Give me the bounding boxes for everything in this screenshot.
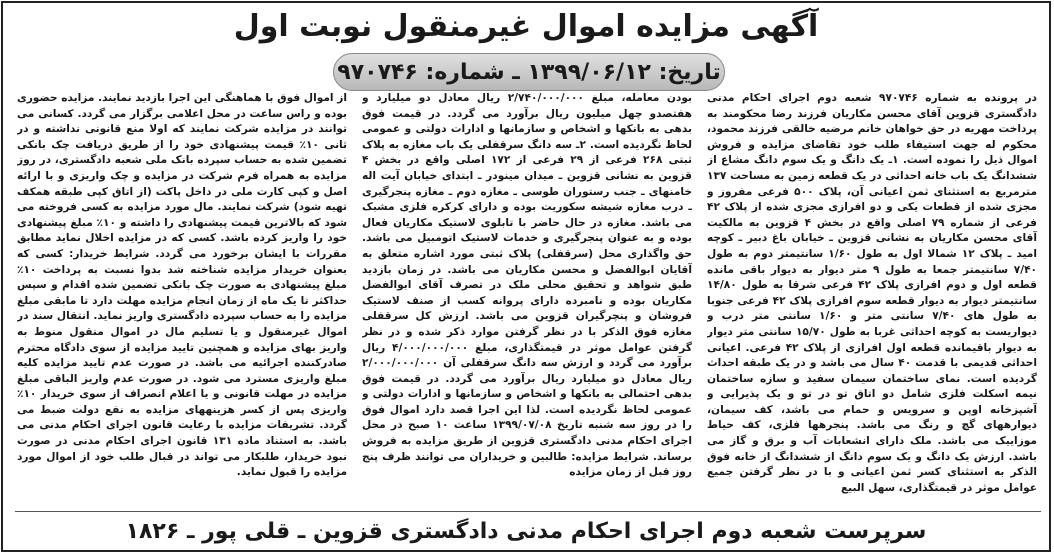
notice-headline: آگهی مزایده اموال غیرمنقول نوبت اول: [233, 9, 819, 44]
auction-notice: [1, 1, 1051, 552]
column-left: [17, 91, 347, 511]
column-left-text: از اموال فوق با هماهنگی این اجرا بازدید نمایند. مزایده حضوری بوده و راس ساعت در محل اعلامی برگزار می گردد. کسانی می توانند در مزایده شرکت نمایند که اولا منع قانونی نداشته و در ثانی ۱۰٪ قیمت پیشنهادی خود را از طریق دریافت چک بانکی تضمین شده به حساب سپرده بانک ملی شعبه دادگستری، در روز مزایده به همراه فرم شرکت در مزایده و چک واریزی و با ارائه اصل و کپی کارت ملی در داخل پاکت (از اتاق کپی طبقه همکف تهیه شود) شرکت نمایند. مال مورد مزایده به کسی فروخته می شود که بالاترین قیمت پیشنهادی را داشته و ۱۰٪ مبلغ پیشنهادی خود را واریز کرده باشد. کسی که در مزایده اخلال نماید مطابق مقررات با ایشان برخورد می گردد. شرایط خریدار: کسی که بعنوان خریدار مزایده شناخته شد بدوا نسبت به پرداخت ۱۰٪ مبلغ پیشنهادی به صورت چک بانکی تضمین شده اقدام و سپس حداکثر تا یک ماه از زمان انجام مزایده مهلت دارد تا مابقی مبلغ مزایده را به حساب سپرده دادگستری واریز نماید. انتقال سند در اموال غیرمنقول و یا تسلیم مال در اموال منقول منوط به واریز بهای مزایده و همچنین تایید مزایده از سوی دادگاه محترم صادرکننده اجرائیه می باشد. در صورت عدم تایید مزایده کلیه مبلغ واریزی مسترد می شود. در صورت عدم واریز الباقی مبلغ مزایده در مهلت قانونی و یا اعلام انصراف از سوی خریدار ۱۰٪ واریزی پس از کسر هزینههای مزایده به نفع دولت ضبط می گردد. تشریفات مزایده با رعایت قانون اجرای احکام مدنی می باشد. به استناد ماده ۱۳۱ قانون اجرای احکام مدنی در صورت نبود خریدار، طلبکار می تواند در قبال طلب خود از اموال مورد مزایده را قبول نماید.: [17, 92, 347, 479]
notice-signature: سرپرست شعبه دوم اجرای احکام مدنی دادگستری قزوین ـ قلی پور ـ ۱۸۲۶: [125, 519, 927, 544]
column-right-text: در پرونده به شماره ۹۷۰۷۴۶ شعبه دوم اجرای احکام مدنی دادگستری قزوین آقای محسن مکاریان فرزند رضا محکومند به پرداخت مهریه در حق خواهان خانم مرضیه خالقی فرزند محمود، محکوم له جهت استیفاء طلب خود تقاضای مزایده و فروش اموال ذیل را نموده است. ۱ـ یک دانگ و یک سوم دانگ مشاع از ششدانگ یک باب خانه احداثی در یک قطعه زمین به مساحت ۱۳۷ مترمربع به استثنای ثمن اعیانی آن، پلاک ۵۰۰ فرعی مفروز و مجزی شده از قطعات یکی و دو افرازی مجزی شده از پلاک ۴۲ فرعی از شماره ۷۹ اصلی واقع در بخش ۴ قزوین به مالکیت آقای محسن مکاریان به نشانی قزوین ـ خیابان باغ دبیر ـ کوچه امید ـ پلاک ۱۲ شمالا اول به طول ۱/۶۰ سانتیمتر دوم به طول ۷/۴۰ سانتیمتر جمعا به طول ۹ متر دیوار به دیوار باقی مانده قطعه اول و دوم افرازی پلاک ۴۲ فرعی شرقا به طول ۱۴/۸۰ سانتیمتر دیوار به دیوار قطعه سوم افرازی پلاک ۴۲ فرعی جنوبا به طول های ۷/۴۰ سانتی متر و ۱/۶۰ سانتی متر درب و دیواریست به کوچه احداثی غربا به طول ۱۵/۷۰ سانتی متر دیوار به دیوار باقیمانده قطعه اول افرازی از پلاک ۴۲ فرعی. اعیانی احداثی قدیمی با قدمت ۴۰ سال می باشد و در یک طبقه احداث گردیده است. نمای ساختمان سیمان سفید و سازه ساختمان نیمه اسکلت فلزی شامل دو اتاق تو در تو و یک پذیرایی و آشپزخانه اوپن و سرویس و حمام می باشد، کف سیمان، دیوارههای گچ و رنگ می باشد. پنجرهها فلزی، کف حیاط موزاییک می باشد. ملک دارای انشعابات آب و برق و گاز می باشد. ارزش یک دانگ و یک سوم دانگ از ششدانگ از خانه فوق الذکر به استثنای کسر ثمن اعیانی و با در نظر گرفتن جمیع عوامل موثر در قیمتگذاری، سهل البیع: [707, 92, 1037, 494]
notice-body: [17, 91, 1037, 511]
column-middle: [362, 91, 692, 511]
date-and-number-banner: تاریخ: ۱۳۹۹/۰۶/۱۲ ـ شماره: ۹۷۰۷۴۶: [333, 53, 725, 91]
column-right: [707, 91, 1037, 511]
column-middle-text: بودن معامله، مبلغ ۲/۷۴۰/۰۰۰/۰۰۰ ریال معادل دو میلیارد و هفتصدو چهل میلیون ریال برآورد می گردد. در قیمت فوق بدهی به بانکها و اشخاص و سازمانها و ادارات دولتی و عمومی لحاظ نگردیده است. ۲ـ سه دانگ سرقفلی یک باب مغازه به پلاک ثبتی ۲۶۸ فرعی از ۲۹ فرعی از ۱۷۲ اصلی واقع در بخش ۴ قزوین به نشانی قزوین ـ میدان مینودر ـ ابتدای خیابان آیت اله خامنهای ـ جنب رستوران طوسی ـ مغازه دوم ـ مغازه پنجرگیری ـ درب مغازه شیشه سکوریت بوده و دارای کرکره فلزی مشبک می باشد. مغازه در حال حاضر با تابلوی لاستیک مکاریان فعال بوده و به عنوان پنجرگیری و خدمات لاستیک اتومبیل می باشد. حق واگذاری محل (سرقفلی) پلاک ثبتی مورد اشاره متعلق به آقایان ابوالفضل و محسن مکاریان می باشد. در زمان بازدید طبق شواهد و تحقیق محلی ملک در تصرف آقای ابوالفضل مکاریان بوده و نامبرده دارای پروانه کسب از صنف لاستیک فروشان و پنچرگیران قزوین می باشد. ارزش کل سرقفلی مغازه فوق الذکر با در نظر گرفتن موارد ذکر شده و در نظر گرفتن عوامل موثر در قیمتگذاری، مبلغ ۴/۰۰۰/۰۰۰/۰۰۰ ریال برآورد می گردد و ارزش سه دانگ سرقفلی آن ۲/۰۰۰/۰۰۰/۰۰۰ ریال معادل دو میلیارد ریال برآورد می گردد. در قیمت فوق بدهی احتمالی به بانکها و اشخاص و سازمانها و ادارات دولتی و عمومی لحاظ نگردیده است. لذا این اجرا قصد دارد اموال فوق را در روز سه شنبه تاریخ ۱۳۹۹/۰۷/۰۸ ساعت ۱۰ صبح در محل اجرای احکام مدنی دادگستری قزوین از طریق مزایده به فروش برساند. شرایط مزایده: طالبین و خریداران می توانند ظرف پنج روز قبل از زمان مزایده: [362, 92, 692, 479]
footer-divider: [15, 511, 1041, 512]
